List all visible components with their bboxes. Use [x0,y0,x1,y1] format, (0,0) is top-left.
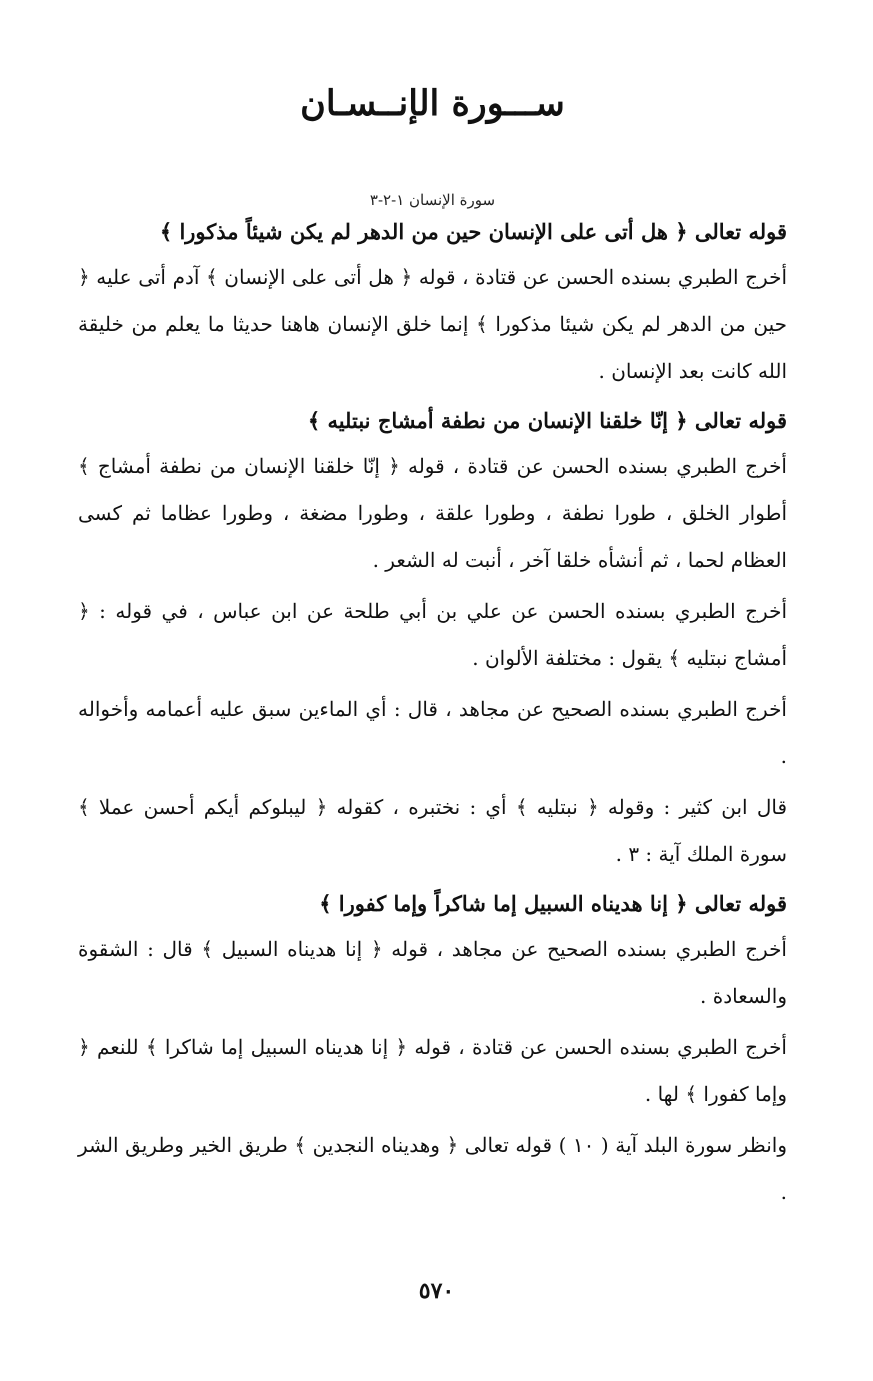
commentary-paragraph: وانظر سورة البلد آية ( ١٠ ) قوله تعالى ﴿ وهديناه النجدين ﴾ طريق الخير وطريق الشر . [78,1133,787,1204]
commentary-paragraph: أخرج الطبري بسنده الحسن عن قتادة ، قوله ﴿ هل أتى على الإنسان ﴾ آدم أتى عليه ﴿ حين من الدهر لم يكن شيئا مذكورا ﴾ إنما خلق الإنسان هاهنا حديثا ما يعلم من خليقة الله كانت بعد الإنسان . [78,265,787,383]
commentary-paragraph: قال ابن كثير : وقوله ﴿ نبتليه ﴾ أي : نختبره ، كقوله ﴿ ليبلوكم أيكم أحسن عملا ﴾ سورة الملك آية : ٣ . [78,795,787,866]
commentary-paragraph: أخرج الطبري بسنده الصحيح عن مجاهد ، قال : أي الماءين سبق عليه أعمامه وأخواله . [78,697,787,768]
page-number: ٥٧٠ [418,1278,455,1304]
commentary-paragraph: أخرج الطبري بسنده الحسن عن قتادة ، قوله ﴿ إنّا خلقنا الإنسان من نطفة أمشاج ﴾ أطوار الخلق ، طورا نطفة ، وطورا علقة ، وطورا مضغة ، وطورا عظاما ثم كسى العظام لحما ، ثم أنشأه خلقا آخر ، أنبت له الشعر . [78,454,787,572]
commentary-paragraph: أخرج الطبري بسنده الحسن عن قتادة ، قوله ﴿ إنا هديناه السبيل إما شاكرا ﴾ للنعم ﴿ وإما كفورا ﴾ لها . [78,1035,787,1106]
commentary-paragraph: أخرج الطبري بسنده الحسن عن علي بن أبي طلحة عن ابن عباس ، في قوله : ﴿ أمشاج نبتليه ﴾ يقول : مختلفة الألوان . [78,599,787,670]
verse-heading: قوله تعالى ﴿ إنا هديناه السبيل إما شاكراً وإما كفورا ﴾ [319,891,787,916]
verse-heading: قوله تعالى ﴿ هل أتى على الإنسان حين من الدهر لم يكن شيئاً مذكورا ﴾ [159,219,787,244]
verse-heading: قوله تعالى ﴿ إنّا خلقنا الإنسان من نطفة أمشاج نبتليه ﴾ [307,408,787,433]
surah-title: ســـورة الإنــسـان [300,83,565,124]
verse-reference: سورة الإنسان ١-٢-٣ [369,191,496,209]
commentary-paragraph: أخرج الطبري بسنده الصحيح عن مجاهد ، قوله ﴿ إنا هديناه السبيل ﴾ قال : الشقوة والسعادة . [78,937,787,1008]
